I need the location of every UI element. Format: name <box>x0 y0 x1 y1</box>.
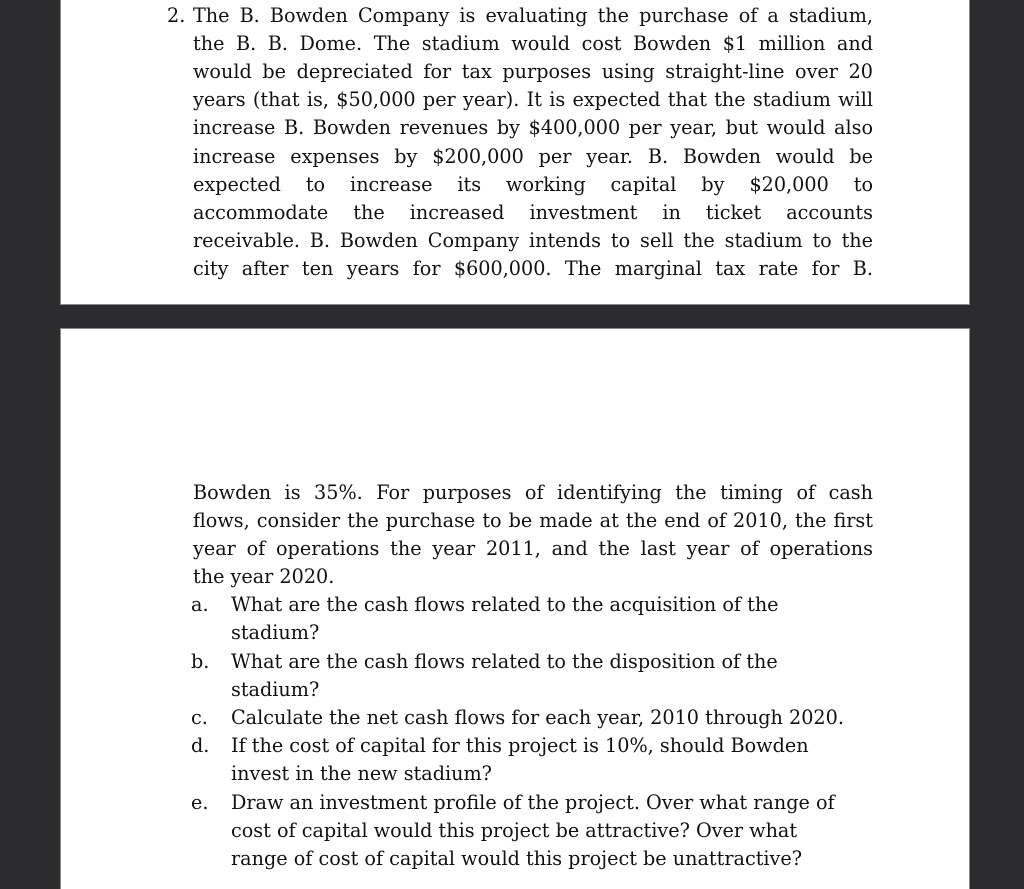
intro-line: receivable. B. Bowden Company intends to sell the stadium to the <box>193 229 873 252</box>
item-letter-c: c. <box>191 706 208 729</box>
intro-line: expected to increase its working capital by $20,000 to <box>193 173 873 196</box>
item-d-line: invest in the new stadium? <box>231 762 492 785</box>
item-e-line: range of cost of capital would this project be unattractive? <box>231 847 803 870</box>
item-a-line: stadium? <box>231 621 320 644</box>
item-a-line: What are the cash flows related to the acquisition of the <box>231 593 779 616</box>
intro-line: city after ten years for $600,000. The marginal tax rate for B. <box>193 257 873 280</box>
item-letter-e: e. <box>191 791 209 814</box>
intro-line: accommodate the increased investment in ticket accounts <box>193 201 873 224</box>
intro-line: years (that is, $50,000 per year). It is expected that the stadium will <box>193 88 873 111</box>
intro-line: The B. Bowden Company is evaluating the purchase of a stadium, <box>193 4 873 27</box>
intro-line: would be depreciated for tax purposes using straight-line over 20 <box>193 60 873 83</box>
continued-line: Bowden is 35%. For purposes of identifying the timing of cash <box>193 481 873 504</box>
page-sheet-bottom <box>60 328 970 889</box>
item-c-line: Calculate the net cash flows for each year, 2010 through 2020. <box>231 706 844 729</box>
continued-line: year of operations the year 2011, and the last year of operations <box>193 537 873 560</box>
intro-line: the B. B. Dome. The stadium would cost Bowden $1 million and <box>193 32 873 55</box>
continued-line: the year 2020. <box>193 565 335 588</box>
intro-line: increase expenses by $200,000 per year. B. Bowden would be <box>193 145 873 168</box>
item-letter-a: a. <box>191 593 209 616</box>
item-b-line: stadium? <box>231 678 320 701</box>
intro-line: increase B. Bowden revenues by $400,000 per year, but would also <box>193 116 873 139</box>
item-letter-b: b. <box>191 650 210 673</box>
item-e-line: Draw an investment profile of the project. Over what range of <box>231 791 835 814</box>
continued-line: flows, consider the purchase to be made at the end of 2010, the first <box>193 509 873 532</box>
item-d-line: If the cost of capital for this project is 10%, should Bowden <box>231 734 809 757</box>
item-e-line: cost of capital would this project be attractive? Over what <box>231 819 798 842</box>
item-b-line: What are the cash flows related to the disposition of the <box>231 650 778 673</box>
page-sheet-top <box>60 0 970 305</box>
item-letter-d: d. <box>191 734 210 757</box>
question-number: 2. <box>167 4 186 27</box>
